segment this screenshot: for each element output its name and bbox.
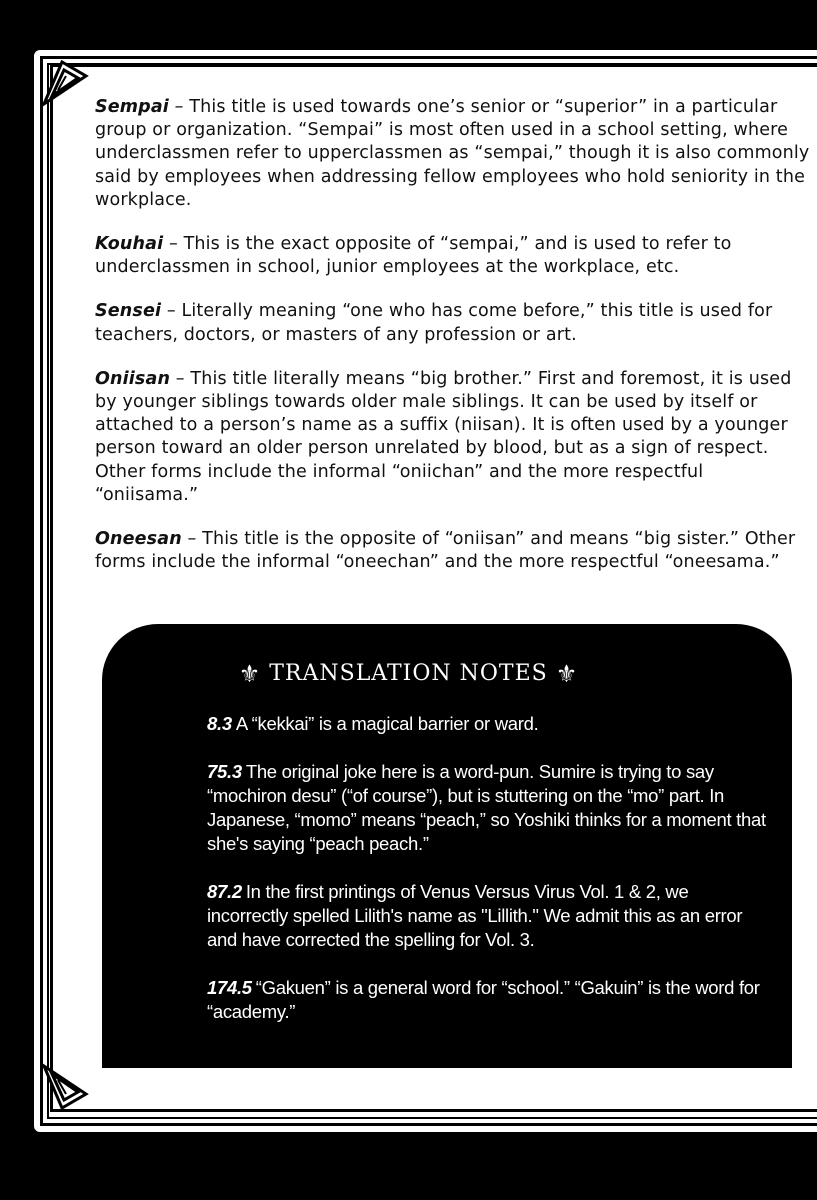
honorific-definition: – This title is the opposite of “oniisan” and means “big sister.” Other forms include the informal “oneechan” and the more respectful “oneesama.” <box>95 529 796 573</box>
honorific-term: Sempai <box>95 97 169 117</box>
honorific-term: Oniisan <box>95 368 171 389</box>
honorific-entry <box>95 300 810 346</box>
honorific-entry <box>95 96 810 212</box>
fleur-de-lis-icon: ⚜ <box>238 660 262 688</box>
translation-notes-title: TRANSLATION NOTES <box>269 661 548 686</box>
honorific-definition: – This title is used towards one’s senior or “superior” in a particular group or organization. “Sempai” is most often used in a school setting, where underclassmen refer to upperclassmen as “sempai,” though it is also commonly said by employees when addressing fellow employees who hold seniority in the workplace. <box>95 97 810 210</box>
note-text: The original joke here is a word-pun. Sumire is trying to say “mochiron desu” (“of course”), but is stuttering on the “mo” part. In Japanese, “momo” means “peach,” so Yoshiki thinks for a moment that she's saying “peach peach.” <box>207 761 766 854</box>
note-reference: 75.3 <box>207 761 242 782</box>
note-text: A “kekkai” is a magical barrier or ward. <box>235 713 539 734</box>
note-reference: 8.3 <box>207 713 232 734</box>
honorific-term: Kouhai <box>95 234 164 255</box>
honorific-entry <box>95 528 810 574</box>
honorific-definition: – Literally meaning “one who has come before,” this title is used for teachers, doctors, or masters of any profession or art. <box>95 301 773 345</box>
honorific-term: Sensei <box>95 301 162 322</box>
note-reference: 174.5 <box>207 977 252 998</box>
note-reference: 87.2 <box>207 881 242 902</box>
honorific-definition: – This title literally means “big brother.” First and foremost, it is used by younger siblings towards older male siblings. It can be used by itself or attached to a person’s name as a suffix (niisan). It is often used by a younger person toward an older person unrelated by blood, but as a sign of respect. Other forms include the informal “oniichan” and the more respectful “oniisama.” <box>95 368 792 505</box>
corner-ornament-bottom-icon <box>40 1060 94 1114</box>
note-text: In the first printings of Venus Versus Virus Vol. 1 & 2, we incorrectly spelled Lilith's name as "Lillith." We admit this as an error and have corrected the spelling for Vol. 3. <box>207 881 743 950</box>
fleur-de-lis-icon: ⚜ <box>555 660 579 688</box>
translation-notes-list <box>207 712 767 1048</box>
honorific-entry <box>95 368 810 507</box>
honorific-definition: – This is the exact opposite of “sempai,” and is used to refer to underclassmen in school, junior employees at the workplace, etc. <box>95 234 732 278</box>
translation-note <box>207 760 767 856</box>
translation-notes-heading <box>0 660 817 688</box>
translation-note <box>207 880 767 952</box>
honorific-term: Oneesan <box>95 529 182 550</box>
translation-note <box>207 712 767 736</box>
note-text: “Gakuen” is a general word for “school.” “Gakuin” is the word for “academy.” <box>207 977 760 1022</box>
honorific-entry <box>95 233 810 279</box>
honorifics-list <box>95 96 810 595</box>
translation-note <box>207 976 767 1024</box>
corner-ornament-top-icon <box>40 56 94 110</box>
